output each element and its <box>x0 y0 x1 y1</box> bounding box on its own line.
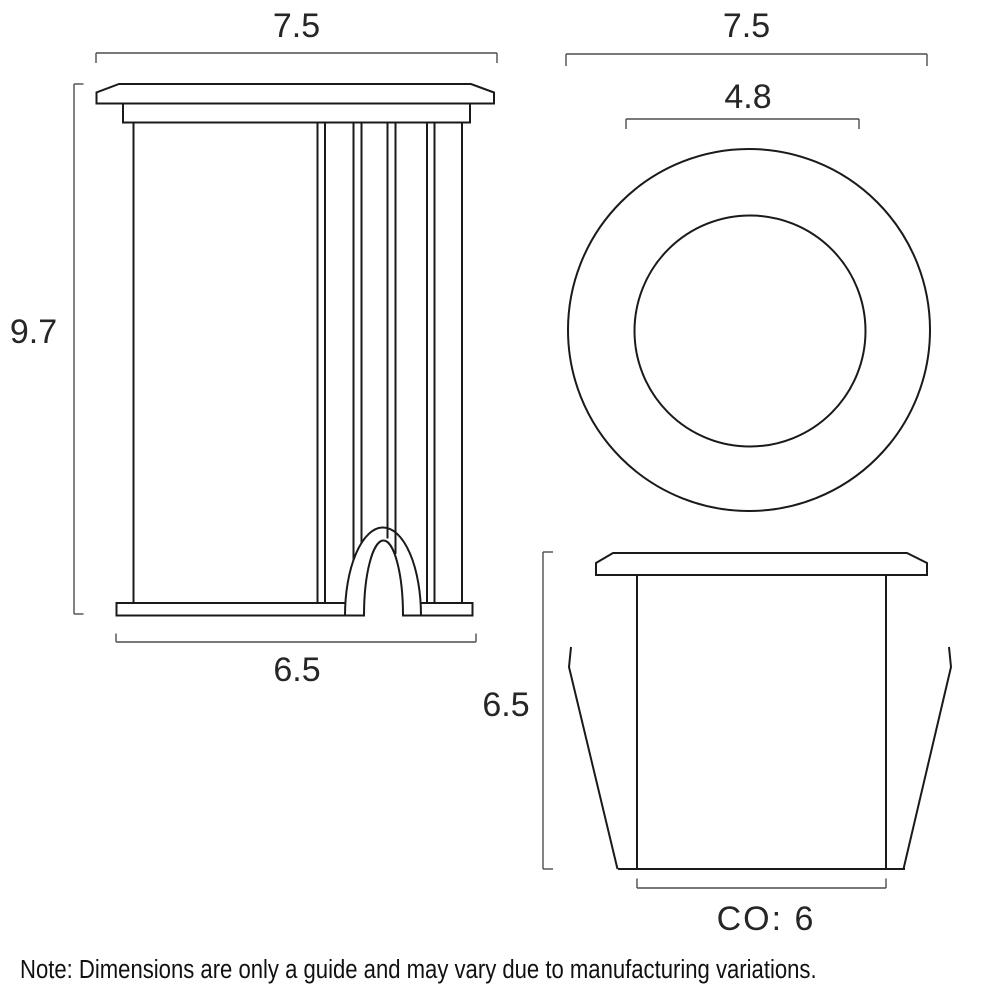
front-height-dimension <box>10 84 84 614</box>
side-depth-dimension <box>482 552 553 869</box>
front-top-width-dimension <box>96 7 497 63</box>
manufacturing-variations-note: Note: Dimensions are only a guide and may vary due to manufacturing variations. <box>20 955 817 985</box>
plan-outer-diameter-dimension <box>566 7 927 66</box>
spring-clip-right <box>904 647 952 869</box>
side-bezel-cap <box>596 553 927 575</box>
side-cutout-label: CO: 6 <box>716 900 816 938</box>
spring-clip-left <box>569 647 618 869</box>
front-bezel-cap <box>97 84 495 104</box>
side-depth-label: 6.5 <box>482 686 530 724</box>
outer-rim-circle <box>568 149 930 511</box>
plan-outer-diameter-label: 7.5 <box>722 7 771 45</box>
cable-entry-arch <box>345 528 421 616</box>
front-height-label: 9.7 <box>9 313 58 351</box>
inner-face-circle <box>635 216 866 447</box>
recessed-side-view <box>482 552 951 938</box>
top-plan-view <box>566 7 930 511</box>
front-flange <box>123 104 470 123</box>
front-base-plate-left <box>117 603 361 616</box>
side-cutout-dimension <box>637 879 886 939</box>
front-base-width-dimension <box>116 634 476 690</box>
front-top-width-label: 7.5 <box>272 7 321 45</box>
plan-face-diameter-label: 4.8 <box>724 78 772 116</box>
plan-face-diameter-dimension <box>626 78 859 129</box>
front-base-width-label: 6.5 <box>273 651 321 689</box>
front-elevation-view <box>10 7 497 689</box>
